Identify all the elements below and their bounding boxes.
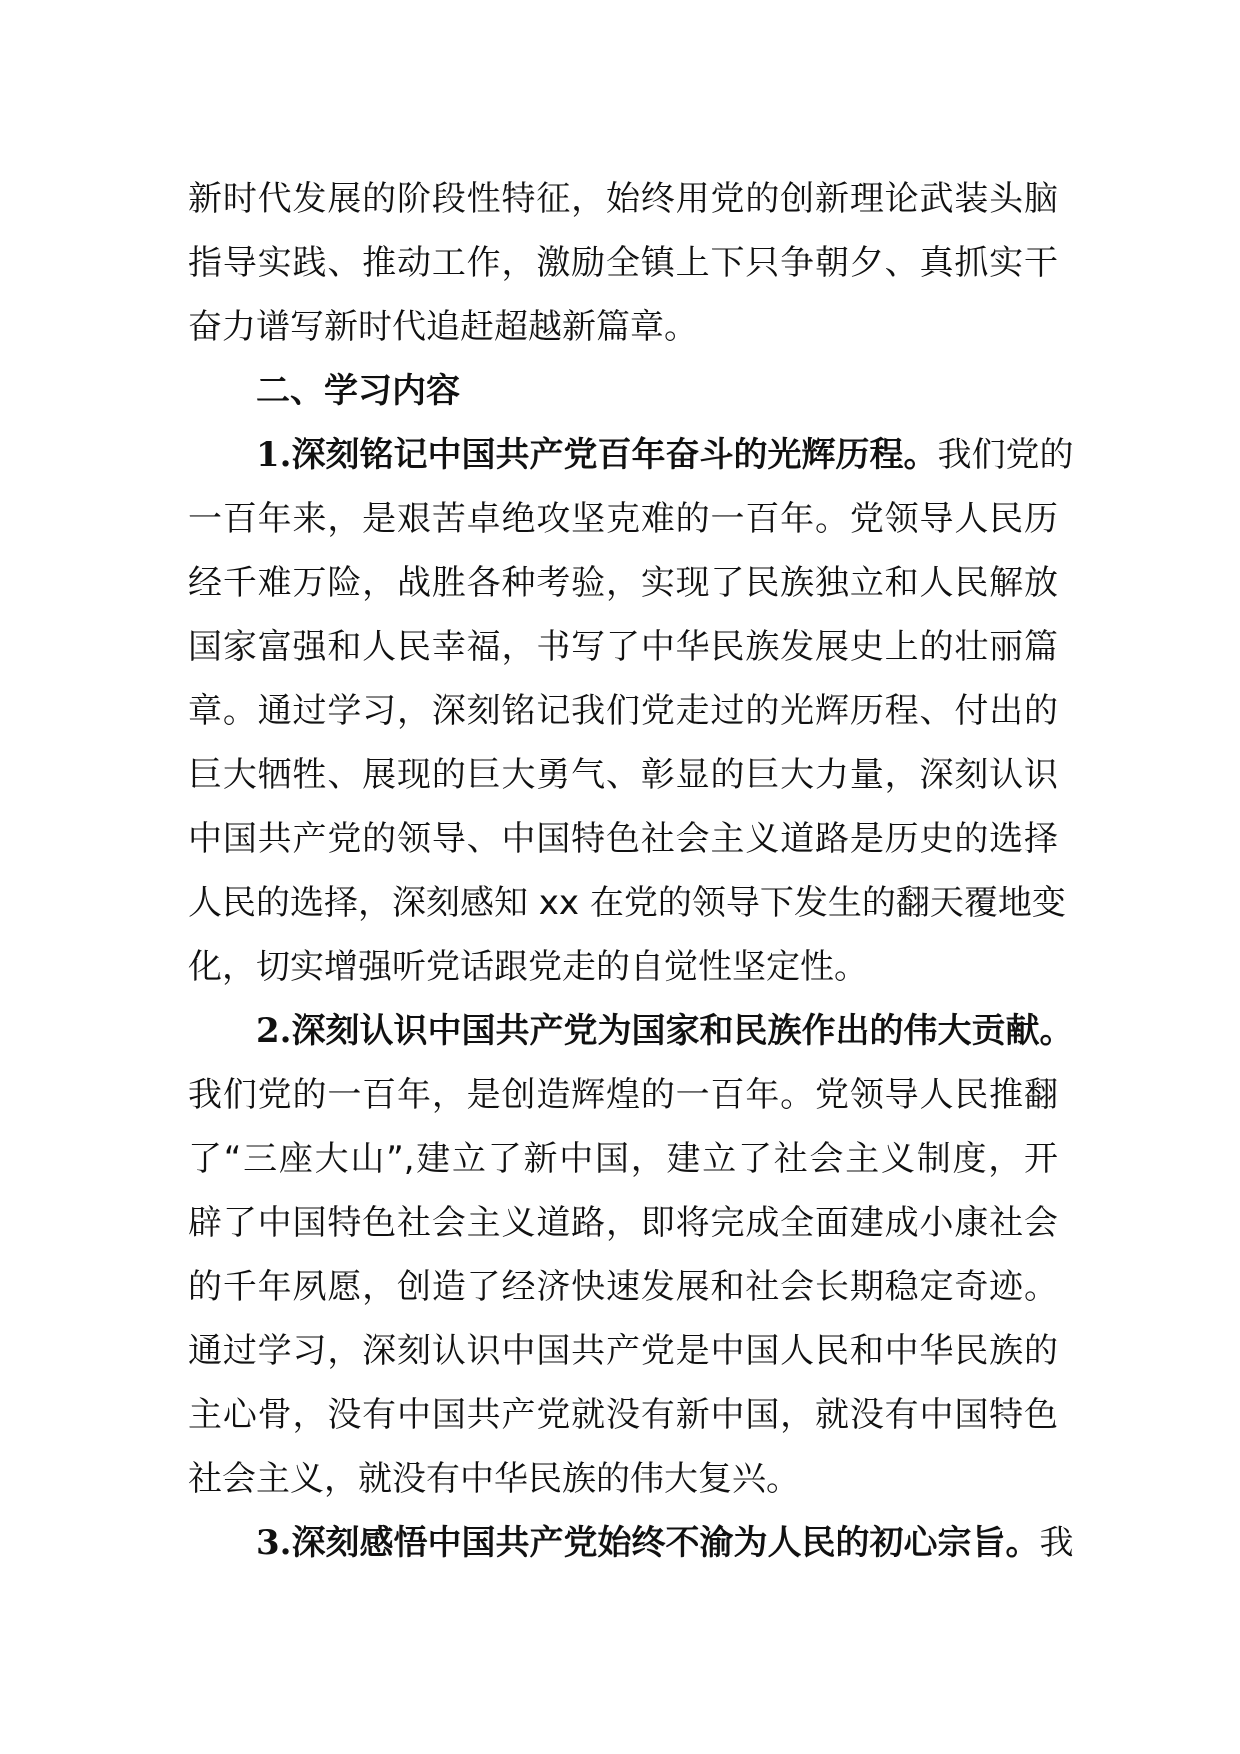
paragraph-line: 国家富强和人民幸福，书写了中华民族发展史上的壮丽篇 <box>188 627 1058 667</box>
paragraph-line: 一百年来，是艰苦卓绝攻坚克难的一百年。党领导人民历 <box>188 499 1058 539</box>
item3-first-line <box>188 1511 1074 1575</box>
item1-first-line <box>188 423 1074 487</box>
section-heading: 二、学习内容 <box>256 371 460 411</box>
paragraph-line: 章。通过学习，深刻铭记我们党走过的光辉历程、付出的 <box>188 691 1058 731</box>
paragraph-line: 指导实践、推动工作，激励全镇上下只争朝夕、真抓实干 <box>188 243 1058 283</box>
item3-title: 3.深刻感悟中国共产党始终不渝为人民的初心宗旨。 <box>256 1523 1040 1563</box>
document-body <box>188 167 1074 1575</box>
paragraph-line: 的千年夙愿，创造了经济快速发展和社会长期稳定奇迹。 <box>188 1267 1058 1307</box>
paragraph-line: 化，切实增强听党话跟党走的自觉性坚定性。 <box>188 947 868 987</box>
paragraph-line: 经千难万险，战胜各种考验，实现了民族独立和人民解放 <box>188 563 1058 603</box>
paragraph-line: 我们党的一百年，是创造辉煌的一百年。党领导人民推翻 <box>188 1075 1058 1115</box>
item3-first-line-rest: 我 <box>1039 1523 1074 1563</box>
paragraph-line: 奋力谱写新时代追赶超越新篇章。 <box>188 307 698 347</box>
paragraph-line: 通过学习，深刻认识中国共产党是中国人民和中华民族的 <box>188 1331 1058 1371</box>
paragraph-line: 主心骨，没有中国共产党就没有新中国，就没有中国特色 <box>188 1395 1058 1435</box>
paragraph-line: 人民的选择，深刻感知 xx 在党的领导下发生的翻天覆地变 <box>188 883 1066 923</box>
paragraph-line: 中国共产党的领导、中国特色社会主义道路是历史的选择 <box>188 819 1058 859</box>
item1-first-line-rest: 我们党的 <box>937 435 1074 475</box>
item2-title: 2.深刻认识中国共产党为国家和民族作出的伟大贡献。 <box>256 1011 1074 1051</box>
paragraph-line: 了“三座大山”,建立了新中国，建立了社会主义制度，开 <box>188 1139 1058 1179</box>
paragraph-line: 社会主义，就没有中华民族的伟大复兴。 <box>188 1459 800 1499</box>
paragraph-line: 巨大牺牲、展现的巨大勇气、彰显的巨大力量，深刻认识 <box>188 755 1058 795</box>
item1-title: 1.深刻铭记中国共产党百年奋斗的光辉历程。 <box>256 435 938 475</box>
paragraph-line: 新时代发展的阶段性特征，始终用党的创新理论武装头脑 <box>188 179 1058 219</box>
paragraph-line: 辟了中国特色社会主义道路，即将完成全面建成小康社会 <box>188 1203 1058 1243</box>
